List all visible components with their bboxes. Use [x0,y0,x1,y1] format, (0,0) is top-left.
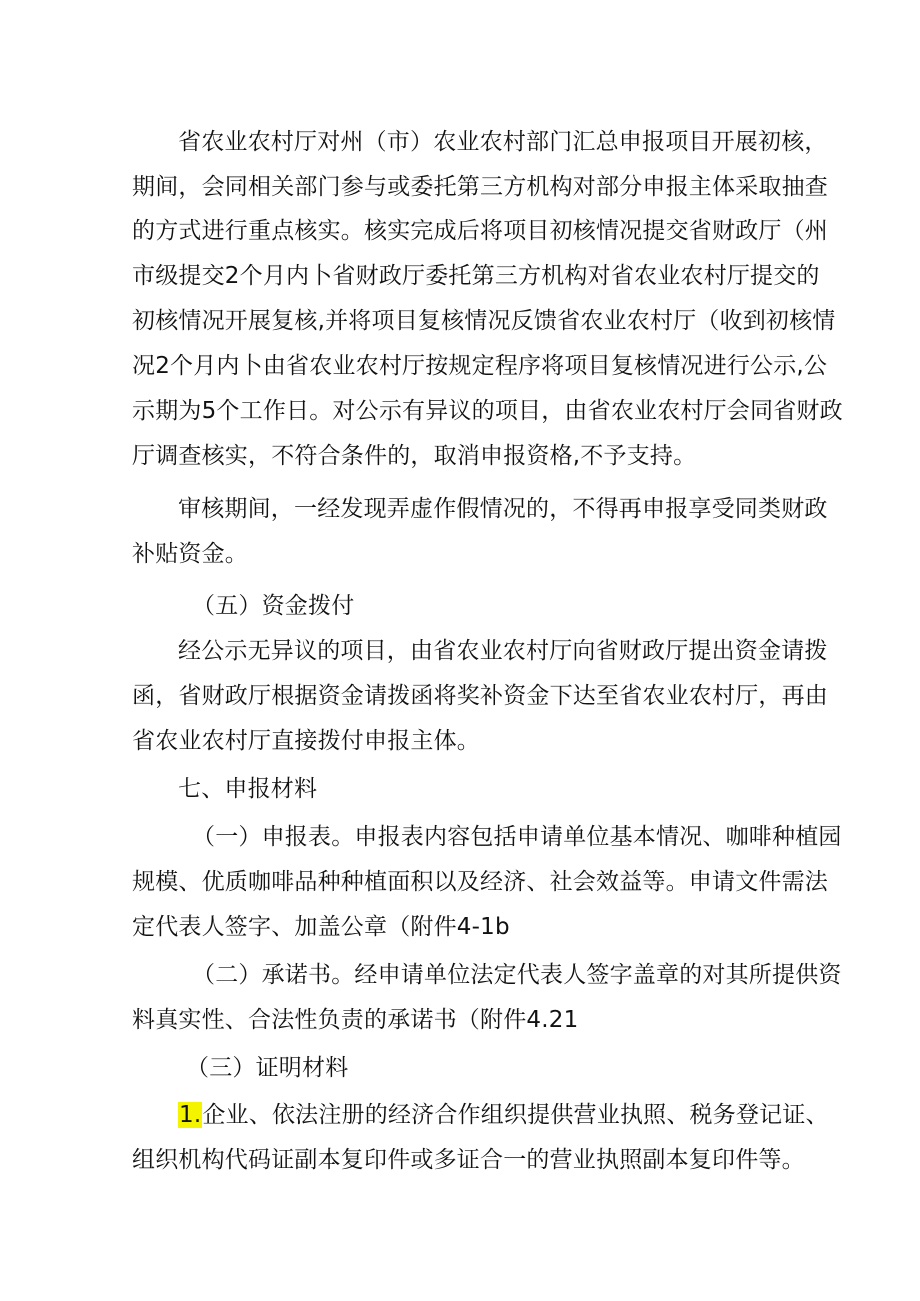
paragraph-line: 况2个月内卜由省农业农村厅按规定程序将项目复核情况进行公示,公 [132,353,828,379]
list-marker-highlight: 1. [179,1102,202,1128]
paragraph-line: 审核期间，一经发现弄虚作假情况的，不得再申报享受同类财政 [178,496,828,522]
paragraph-line: 补贴资金。 [132,541,248,567]
paragraph-line: （二）承诺书。经申请单位法定代表人签字盖章的对其所提供资 [192,962,842,988]
paragraph-line: （一）申报表。申报表内容包括申请单位基本情况、咖啡种植园 [192,824,842,850]
list-item-text: 企业、依法注册的经济合作组织提供营业执照、税务登记证、 [202,1102,829,1128]
paragraph-line: 函，省财政厅根据资金请拨函将奖补资金下达至省农业农村厅，再由 [132,683,828,709]
paragraph-line: 市级提交2个月内卜省财政厅委托第三方机构对省农业农村厅提交的 [132,263,820,289]
paragraph-line: 规模、优质咖啡品种种植面积以及经济、社会效益等。申请文件需法 [132,869,828,895]
paragraph-line: 省农业农村厅对州（市）农业农村部门汇总申报项目开展初核， [178,129,828,155]
section-heading: （五）资金拨付 [192,593,355,619]
paragraph-line: 省农业农村厅直接拨付申报主体。 [132,728,480,754]
paragraph-line: 组织机构代码证副本复印件或多证合一的营业执照副本复印件等。 [132,1147,805,1173]
paragraph-line: 厅调查核实，不符合条件的，取消申报资格,不予支持。 [132,443,697,469]
paragraph-line: 经公示无异议的项目，由省农业农村厅向省财政厅提出资金请拨 [178,638,828,664]
paragraph-line: 期间，会同相关部门参与或委托第三方机构对部分申报主体采取抽查 [132,174,828,200]
paragraph-line: 的方式进行重点核实。核实完成后将项目初核情况提交省财政厅（州 [132,218,828,244]
paragraph-line: 定代表人签字、加盖公章（附件4-1b [132,914,510,940]
paragraph-line: 料真实性、合法性负责的承诺书（附件4.21 [132,1007,579,1033]
list-item [178,1100,829,1130]
paragraph-line: 示期为5个工作日。对公示有异议的项目，由省农业农村厅会同省财政 [132,398,843,424]
paragraph-line: 初核情况开展复核,并将项目复核情况反馈省农业农村厅（收到初核情 [132,308,836,334]
section-heading: 七、申报材料 [178,776,318,802]
section-heading: （三）证明材料 [186,1055,349,1081]
